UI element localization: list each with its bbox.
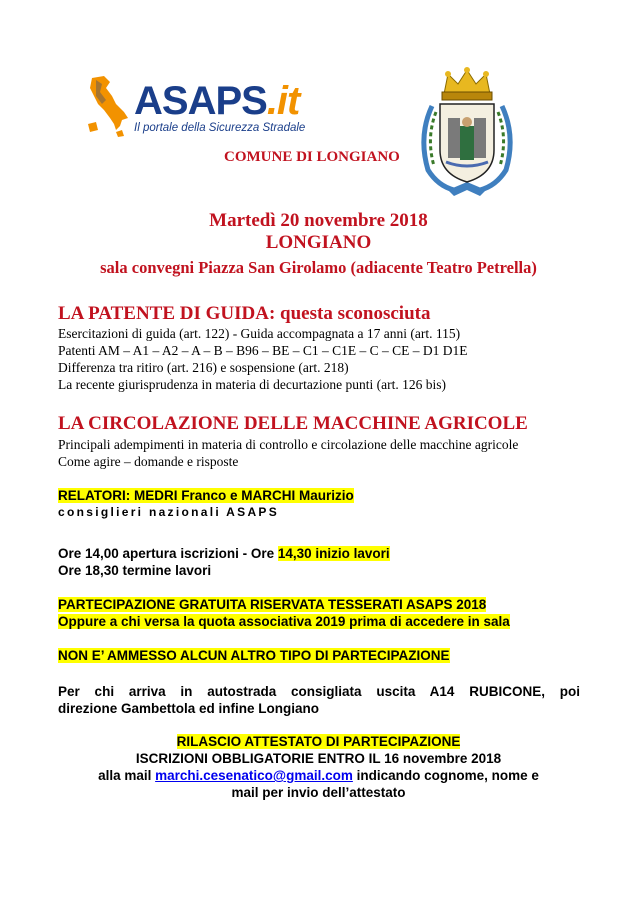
comune-coat-of-arms-icon	[414, 66, 520, 200]
attestato-line: RILASCIO ATTESTATO DI PARTECIPAZIONE	[176, 734, 461, 749]
event-city: LONGIANO	[265, 232, 372, 253]
speakers-subtitle: consiglieri nazionali ASAPS	[58, 505, 280, 519]
comune-title: COMUNE DI LONGIANO	[224, 149, 400, 165]
schedule-line-1: Ore 14,00 apertura iscrizioni - Ore 14,30 inizio lavori	[58, 546, 390, 561]
section-patente-title: LA PATENTE DI GUIDA: questa sconosciuta	[58, 303, 431, 324]
mail-line-2: mail per invio dell’attestato	[231, 785, 406, 800]
participation-notice: NON E’ AMMESSO ALCUN ALTRO TIPO DI PARTECIPAZIONE	[58, 648, 450, 663]
participation-line-2: Oppure a chi versa la quota associativa 2019 prima di accedere in sala	[58, 614, 510, 629]
speakers-title: RELATORI: MEDRI Franco e MARCHI Maurizio	[58, 488, 354, 503]
directions-line-2: direzione Gambettola ed infine Longiano	[58, 701, 320, 716]
section-patente-line: Esercitazioni di guida (art. 122) - Guida accompagnata a 17 anni (art. 115)	[58, 326, 461, 341]
iscrizioni-line: ISCRIZIONI OBBLIGATORIE ENTRO IL 16 novembre 2018	[135, 751, 502, 766]
asaps-italy-map-logo	[86, 74, 130, 138]
section-agricole-line: Principali adempimenti in materia di controllo e circolazione delle macchine agricole	[58, 437, 519, 452]
email-link[interactable]: marchi.cesenatico@gmail.com	[155, 768, 353, 783]
section-patente-line: Patenti AM – A1 – A2 – A – B – B96 – BE – C1 – C1E – C – CE – D1 D1E	[58, 343, 468, 358]
asaps-logo-text: ASAPS.it	[134, 79, 300, 123]
section-patente-line: Differenza tra ritiro (art. 216) e sospensione (art. 218)	[58, 360, 349, 375]
asaps-tagline: Il portale della Sicurezza Stradale	[134, 122, 306, 134]
section-patente-line: La recente giurisprudenza in materia di decurtazione punti (art. 126 bis)	[58, 377, 446, 392]
directions-line-1: Per chi arriva in autostrada consigliata uscita A14 RUBICONE, poi	[58, 684, 580, 699]
event-venue: sala convegni Piazza San Girolamo (adiacente Teatro Petrella)	[100, 258, 537, 277]
schedule-line-2: Ore 18,30 termine lavori	[58, 563, 212, 578]
section-agricole-line: Come agire – domande e risposte	[58, 454, 239, 469]
participation-line-1: PARTECIPAZIONE GRATUITA RISERVATA TESSERATI ASAPS 2018	[58, 597, 487, 612]
section-agricole-title: LA CIRCOLAZIONE DELLE MACCHINE AGRICOLE	[58, 413, 528, 434]
event-date: Martedì 20 novembre 2018	[209, 210, 428, 231]
mail-line: alla mail marchi.cesenatico@gmail.com indicando cognome, nome e	[98, 768, 539, 783]
